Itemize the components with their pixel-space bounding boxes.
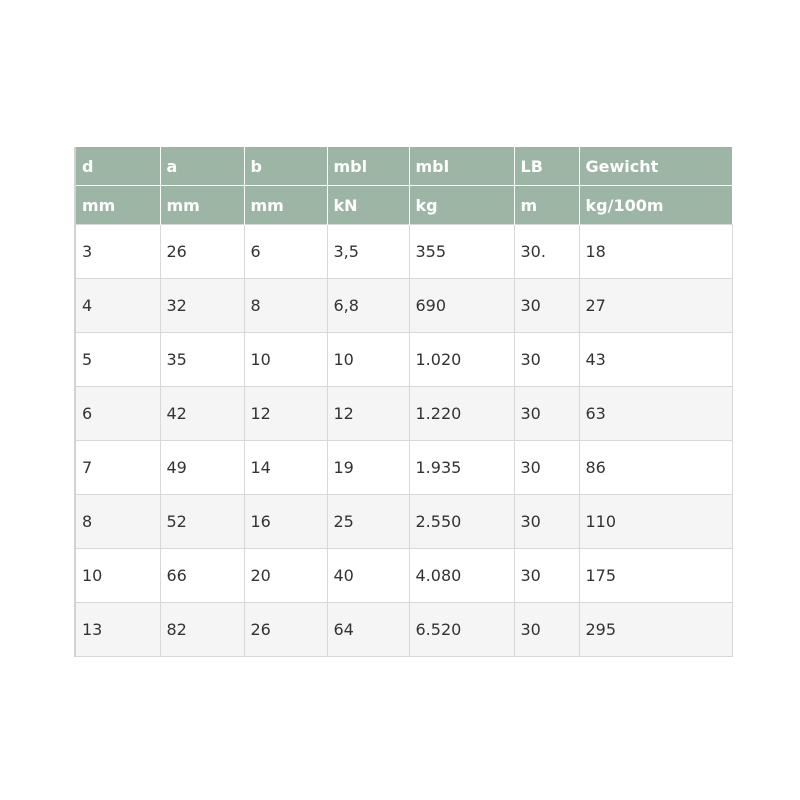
table-row (75, 603, 732, 657)
column-header-mbl-kn: mbl (327, 147, 409, 186)
table-cell: 30 (514, 495, 579, 549)
column-header-b: b (244, 147, 327, 186)
column-header-lb: LB (514, 147, 579, 186)
unit-mbl-kg: kg (409, 186, 514, 225)
table-header (75, 147, 732, 225)
table-cell: 13 (75, 603, 160, 657)
table-cell: 6 (75, 387, 160, 441)
table-row (75, 279, 732, 333)
table-row (75, 225, 732, 279)
table-cell: 30 (514, 549, 579, 603)
table-cell: 14 (244, 441, 327, 495)
unit-b: mm (244, 186, 327, 225)
table-cell: 175 (579, 549, 732, 603)
table-cell: 26 (160, 225, 244, 279)
table-cell: 12 (244, 387, 327, 441)
table-cell: 26 (244, 603, 327, 657)
unit-gewicht: kg/100m (579, 186, 732, 225)
table-cell: 30 (514, 279, 579, 333)
table-cell: 690 (409, 279, 514, 333)
table-cell: 30 (514, 387, 579, 441)
table-body (75, 225, 732, 657)
table-cell: 8 (244, 279, 327, 333)
header-row-names (75, 147, 732, 186)
table-cell: 19 (327, 441, 409, 495)
table-cell: 27 (579, 279, 732, 333)
table-cell: 18 (579, 225, 732, 279)
table-cell: 43 (579, 333, 732, 387)
table-cell: 30 (514, 333, 579, 387)
table-cell: 12 (327, 387, 409, 441)
column-header-d: d (75, 147, 160, 186)
table-cell: 10 (244, 333, 327, 387)
table-row (75, 387, 732, 441)
table-cell: 355 (409, 225, 514, 279)
spec-table (74, 147, 733, 657)
table-cell: 64 (327, 603, 409, 657)
table-cell: 3,5 (327, 225, 409, 279)
table-cell: 35 (160, 333, 244, 387)
unit-a: mm (160, 186, 244, 225)
table-cell: 20 (244, 549, 327, 603)
column-header-mbl-kg: mbl (409, 147, 514, 186)
table-cell: 40 (327, 549, 409, 603)
table-row (75, 549, 732, 603)
table-cell: 10 (327, 333, 409, 387)
table-cell: 66 (160, 549, 244, 603)
table-cell: 6 (244, 225, 327, 279)
table-row (75, 441, 732, 495)
table-cell: 7 (75, 441, 160, 495)
table-cell: 295 (579, 603, 732, 657)
table-cell: 82 (160, 603, 244, 657)
table-cell: 110 (579, 495, 732, 549)
unit-mbl-kn: kN (327, 186, 409, 225)
table-cell: 4.080 (409, 549, 514, 603)
column-header-a: a (160, 147, 244, 186)
table-cell: 1.020 (409, 333, 514, 387)
table-row (75, 333, 732, 387)
table-cell: 10 (75, 549, 160, 603)
table-cell: 6,8 (327, 279, 409, 333)
table-cell: 5 (75, 333, 160, 387)
table-cell: 6.520 (409, 603, 514, 657)
table-cell: 2.550 (409, 495, 514, 549)
header-row-units (75, 186, 732, 225)
table-cell: 30. (514, 225, 579, 279)
table-row (75, 495, 732, 549)
table-cell: 42 (160, 387, 244, 441)
table-cell: 30 (514, 603, 579, 657)
table-cell: 49 (160, 441, 244, 495)
table-cell: 4 (75, 279, 160, 333)
table-cell: 52 (160, 495, 244, 549)
unit-d: mm (75, 186, 160, 225)
unit-lb: m (514, 186, 579, 225)
table-cell: 25 (327, 495, 409, 549)
table-cell: 32 (160, 279, 244, 333)
table-cell: 3 (75, 225, 160, 279)
table-cell: 30 (514, 441, 579, 495)
column-header-gewicht: Gewicht (579, 147, 732, 186)
table-cell: 1.935 (409, 441, 514, 495)
table-cell: 63 (579, 387, 732, 441)
table-cell: 16 (244, 495, 327, 549)
table-cell: 86 (579, 441, 732, 495)
table-cell: 8 (75, 495, 160, 549)
table-cell: 1.220 (409, 387, 514, 441)
